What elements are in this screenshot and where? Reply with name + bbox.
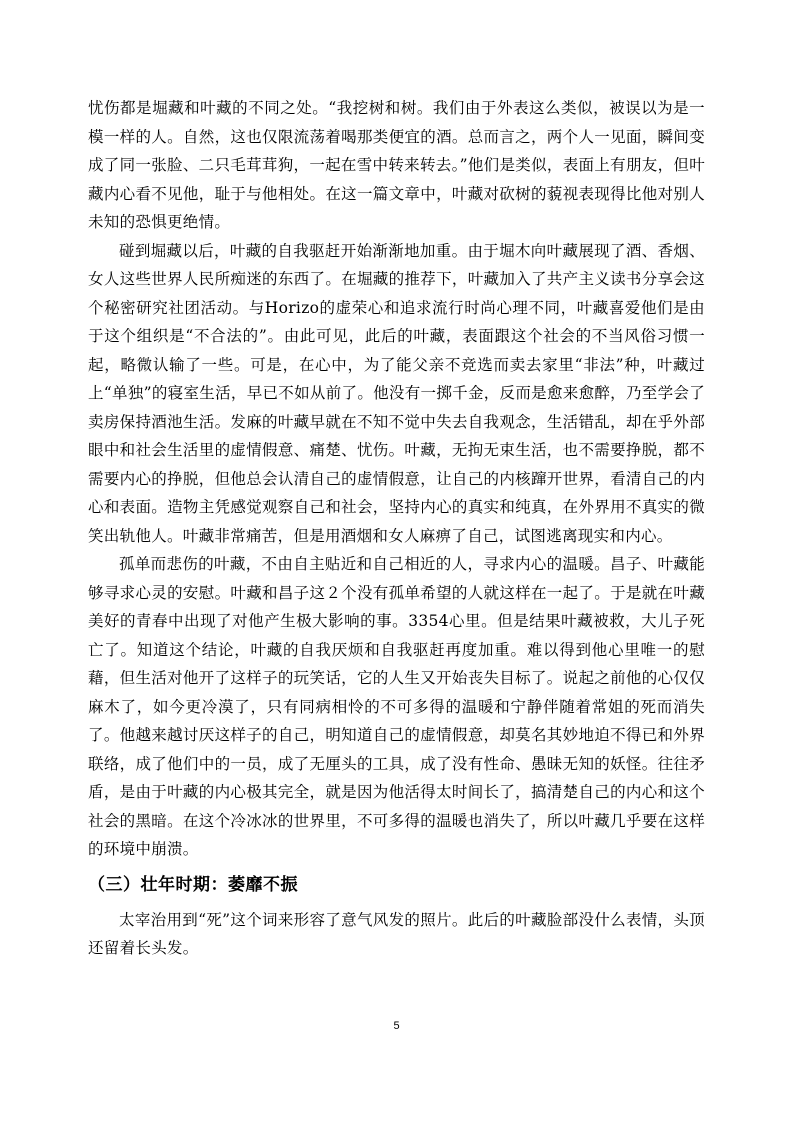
page-number: 5 [393, 1020, 400, 1032]
section-heading: （三）壮年时期：萎靡不振 [88, 874, 298, 895]
paragraph-4: 太宰治用到“死”这个词来形容了意气风发的照片。此后的叶藏脸部没什么表情，头顶还留着长头发。 [88, 910, 705, 957]
paragraph-3: 孤单而悲伤的叶藏，不由自主贴近和自己相近的人，寻求内心的温暖。昌子、叶藏能够寻求心灵的安慰。叶藏和昌子这２个没有孤单希望的人就这样在一起了。于是就在叶藏美好的青春中出现了对他产生极大影响的事。3354心里。但是结果叶藏被救，大儿子死亡了。知道这个结论，叶藏的自我厌烦和自我驱赶再度加重。难以得到他心里唯一的慰藉，但生活对他开了这样子的玩笑话，它的人生又开始丧失目标了。说起之前他的心仅仅麻木了，如今更冷漠了，只有同病相怜的不可多得的温暖和宁静伴随着常姐的死而消失了。他越来越讨厌这样子的自己，明知道自己的虚情假意，却莫名其妙地迫不得已和外界联络，成了他们中的一员，成了无厘头的工具，成了没有性命、愚昧无知的妖怪。往往矛盾，是由于叶藏的内心极其完全，就是因为他活得太时间长了，搞清楚自己的内心和这个社会的黑暗。在这个冷冰冰的世界里，不可多得的温暖也消失了，所以叶藏几乎要在这样的环境中崩溃。 [88, 555, 705, 858]
page-body [88, 94, 705, 963]
paragraph-2: 碰到堀藏以后，叶藏的自我驱赶开始渐渐地加重。由于堀木向叶藏展现了酒、香烟、女人这些世界人民所痴迷的东西了。在堀藏的推荐下，叶藏加入了共产主义读书分享会这个秘密研究社团活动。与Horizo的虚荣心和追求流行时尚心理不同，叶藏喜爱他们是由于这个组织是“不合法的”。由此可见，此后的叶藏，表面跟这个社会的不当风俗习惯一起，略微认输了一些。可是，在心中，为了能父亲不竞选而卖去家里“非法”种，叶藏过上“单独”的寝室生活，早已不如从前了。他没有一掷千金，反而是愈来愈醉，乃至学会了卖房保持酒池生活。发麻的叶藏早就在不知不觉中失去自我观念，生活错乱，却在乎外部眼中和社会生活里的虚情假意、痛楚、忧伤。叶藏，无拘无束生活，也不需要挣脱，都不需要内心的挣脱，但他总会认清自己的虚情假意，让自己的内核蹿开世界，看清自己的内心和表面。造物主凭感觉观察自己和社会，坚持内心的真实和纯真，在外界用不真实的微笑出轨他人。叶藏非常痛苦，但是用酒烟和女人麻痹了自己，试图逃离现实和内心。 [88, 241, 705, 545]
paragraph-1: 忧伤都是堀藏和叶藏的不同之处。“我挖树和树。我们由于外表这么类似，被误以为是一模一样的人。自然，这也仅限流荡着喝那类便宜的酒。总而言之，两个人一见面，瞬间变成了同一张脸、二只毛茸茸狗，一起在雪中转来转去。”他们是类似，表面上有朋友，但叶藏内心看不见他，耻于与他相处。在这一篇文章中，叶藏对砍树的藐视表现得比他对别人未知的恐惧更绝情。 [88, 99, 705, 231]
